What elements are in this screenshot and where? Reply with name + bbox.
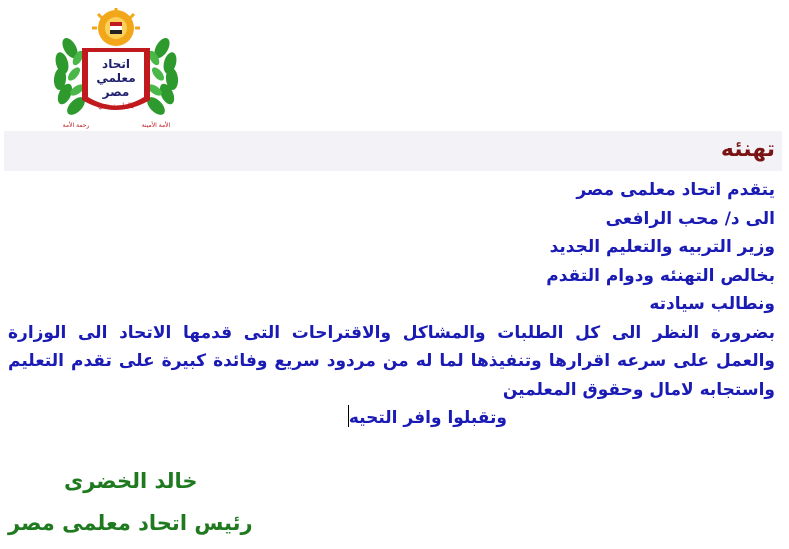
svg-text:بالعلم نرتقي: بالعلم نرتقي	[98, 102, 134, 110]
signature-role: رئيس اتحاد معلمى مصر	[8, 511, 253, 535]
title-band	[4, 131, 782, 171]
svg-text:رحمة الأمة: رحمة الأمة	[62, 122, 90, 129]
union-logo	[48, 8, 184, 130]
svg-text:اتحاد: اتحاد	[102, 57, 130, 71]
letter-line-3: وزير التربيه والتعليم الجديد	[549, 237, 775, 257]
signature-name: خالد الخضرى	[64, 469, 198, 493]
letter-line-5: ونطالب سيادته	[649, 294, 775, 314]
svg-text:معلمي: معلمي	[96, 71, 136, 85]
letter-line-1: يتقدم اتحاد معلمى مصر	[576, 180, 775, 200]
svg-text:الأمة الأمينة: الأمة الأمينة	[141, 122, 171, 129]
letter-title: تهنئه	[720, 137, 775, 162]
letter-closing: وتقبلوا وافر التحيه	[348, 408, 507, 428]
sun-icon	[92, 8, 140, 46]
letter-paragraph: بضرورة النظر الى كل الطلبات والمشاكل والاقتراحات التى قدمها الاتحاد الى الوزارة والعمل على سرعه اقرارها وتنفيذها لما له من مردود سريع وفائدة كبيرة على تقدم التعليم واستجابه لامال وحقوق المعلمين	[8, 322, 775, 400]
logo-emblem	[48, 8, 184, 130]
letter-body[interactable]	[8, 176, 775, 433]
svg-text:مصر: مصر	[102, 85, 130, 99]
letter-line-2: الى د/ محب الرافعى	[605, 208, 775, 229]
letter-closing-row	[8, 404, 775, 433]
letter-line-4: بخالص التهنئه ودوام التقدم	[546, 265, 775, 286]
